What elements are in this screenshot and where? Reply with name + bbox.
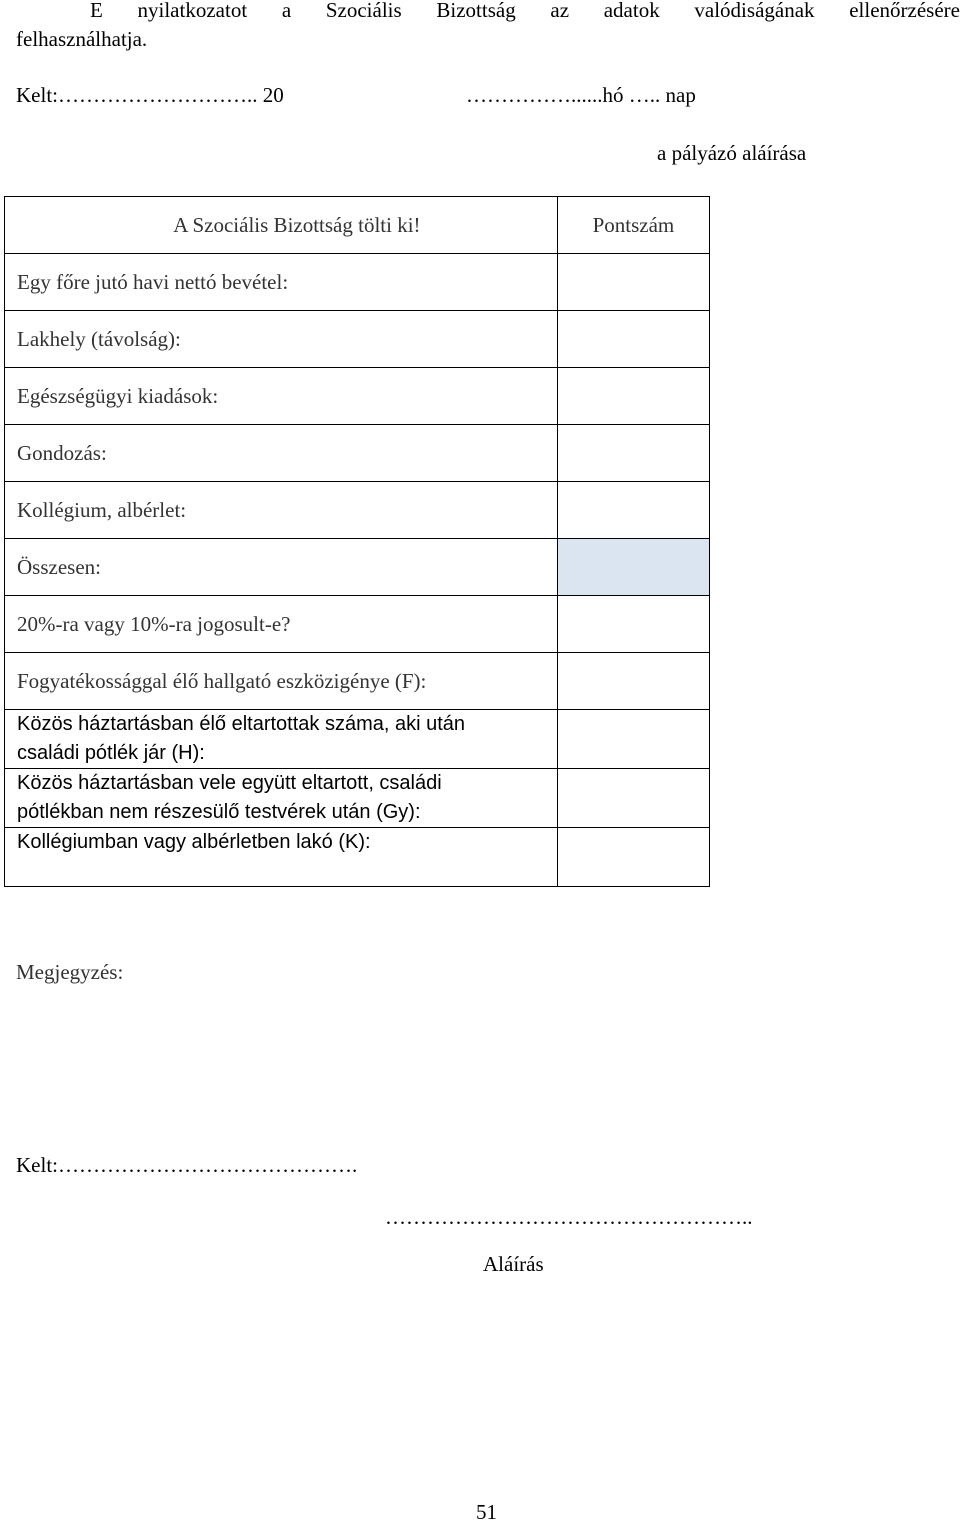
intro-line-2: felhasználhatja. [16, 27, 148, 51]
row-label-line: Kollégiumban vagy albérletben lakó (K): [17, 831, 371, 853]
page-number: 51 [476, 1500, 497, 1524]
points-cell-eligibility[interactable] [557, 596, 709, 653]
table-row [5, 710, 710, 769]
points-cell-total[interactable] [557, 539, 709, 596]
signature-label: Aláírás [483, 1252, 544, 1276]
table-row [5, 539, 710, 596]
remark-label: Megjegyzés: [16, 960, 124, 984]
date-field-top-month-day: ……………......hó ….. nap [466, 83, 696, 107]
table-header-row [5, 197, 710, 254]
scoring-table [4, 196, 710, 887]
row-label-health-expenses: Egészségügyi kiadások: [5, 368, 558, 425]
row-label-line: Közös háztartásban élő eltartottak száma, aki után [17, 713, 466, 735]
intro-word: nyilatkozatot [137, 0, 248, 22]
date-field-bottom: Kelt:……………………………………. [16, 1153, 358, 1177]
intro-word: valódiságának [694, 0, 815, 22]
intro-word: ellenőrzésére [849, 0, 960, 22]
intro-word: az [550, 0, 570, 22]
points-cell-disability[interactable] [557, 653, 709, 710]
table-row [5, 254, 710, 311]
row-label-line: Közös háztartásban vele együtt eltartott, családi [17, 772, 442, 794]
row-label-line: családi pótlék jár (H): [17, 742, 205, 764]
row-label-dormitory-resident [5, 828, 558, 887]
table-row [5, 425, 710, 482]
points-cell-dependents[interactable] [557, 710, 709, 769]
applicant-signature-label: a pályázó aláírása [657, 141, 807, 165]
signature-line: …………………………………………….. [385, 1205, 753, 1229]
intro-word: Bizottság [436, 0, 516, 22]
points-cell-care[interactable] [557, 425, 709, 482]
date-field-top: Kelt:……………………….. 20 [16, 83, 284, 107]
row-label-disability: Fogyatékossággal élő hallgató eszközigénye (F): [5, 653, 558, 710]
table-row [5, 311, 710, 368]
points-cell-health-expenses[interactable] [557, 368, 709, 425]
table-row [5, 596, 710, 653]
row-label-total: Összesen: [5, 539, 558, 596]
points-cell-residence[interactable] [557, 311, 709, 368]
table-row [5, 769, 710, 828]
row-label-residence: Lakhely (távolság): [5, 311, 558, 368]
points-cell-dormitory-resident[interactable] [557, 828, 709, 887]
table-header-label [5, 197, 558, 254]
row-label-care: Gondozás: [5, 425, 558, 482]
intro-word: adatok [603, 0, 660, 22]
intro-word: a [281, 0, 292, 22]
table-row [5, 653, 710, 710]
intro-word: E [90, 0, 103, 22]
points-cell-dormitory[interactable] [557, 482, 709, 539]
points-cell-income[interactable] [557, 254, 709, 311]
row-label-line: pótlékban nem részesülő testvérek után (Gy): [17, 801, 421, 823]
row-label-siblings [5, 769, 558, 828]
table-row [5, 482, 710, 539]
table-row [5, 828, 710, 887]
row-label-dependents [5, 710, 558, 769]
points-cell-siblings[interactable] [557, 769, 709, 828]
table-header-points: Pontszám [557, 197, 709, 254]
table-header-label-text: A Szociális Bizottság tölti ki! [173, 212, 421, 237]
intro-word: Szociális [325, 0, 402, 22]
table-row [5, 368, 710, 425]
row-label-income: Egy főre jutó havi nettó bevétel: [5, 254, 558, 311]
row-label-eligibility: 20%-ra vagy 10%-ra jogosult-e? [5, 596, 558, 653]
row-label-dormitory: Kollégium, albérlet: [5, 482, 558, 539]
intro-line-1 [90, 0, 960, 23]
